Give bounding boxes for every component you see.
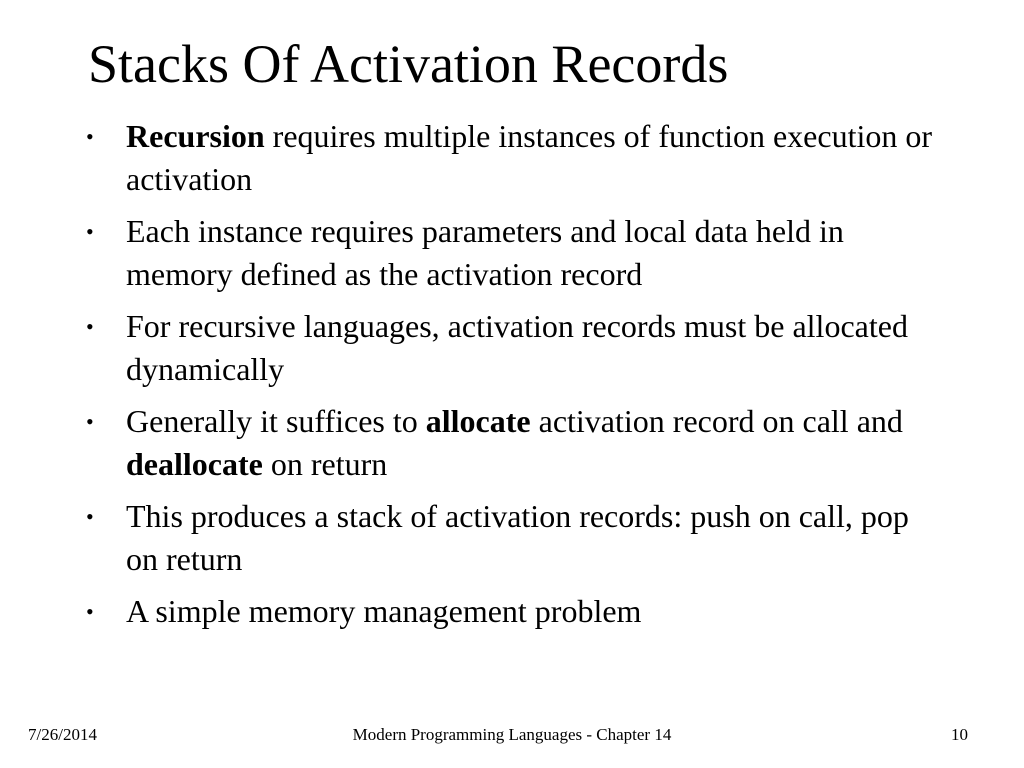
- bullet-list: [82, 115, 942, 642]
- bullet-text-segment: Recursion: [126, 118, 265, 154]
- bullet-icon: •: [86, 409, 94, 434]
- bullet-text-segment: deallocate: [126, 446, 263, 482]
- bullet-icon: •: [86, 124, 94, 149]
- bullet-text-segment: This produces a stack of activation records: push on call, pop on return: [126, 498, 909, 577]
- bullet-text: [126, 308, 908, 387]
- bullet-text-segment: on return: [262, 446, 388, 482]
- bullet-icon: •: [86, 599, 94, 624]
- bullet-item: [82, 400, 942, 486]
- bullet-item: [82, 210, 942, 296]
- bullet-icon: •: [86, 219, 94, 244]
- bullet-icon: •: [86, 314, 94, 339]
- bullet-item: [82, 590, 942, 633]
- bullet-item: [82, 305, 942, 391]
- bullet-item: [82, 115, 942, 201]
- bullet-text-segment: activation record on call and: [530, 403, 903, 439]
- bullet-text-segment: A simple memory management problem: [126, 593, 642, 629]
- footer-date: 7/26/2014: [28, 725, 97, 744]
- bullet-icon: •: [86, 504, 94, 529]
- bullet-text: [126, 593, 641, 629]
- bullet-text: [126, 118, 932, 197]
- bullet-text: [126, 498, 909, 577]
- bullet-text-segment: Each instance requires parameters and local data held in memory defined as the activation record: [126, 213, 844, 292]
- bullet-text-segment: For recursive languages, activation records must be allocated dynamically: [126, 308, 908, 387]
- bullet-text: [126, 403, 903, 482]
- bullet-text: [126, 213, 844, 292]
- slide-title: Stacks Of Activation Records: [88, 34, 729, 94]
- page-number: 10: [951, 725, 968, 744]
- bullet-text-segment: Generally it suffices to: [126, 403, 426, 439]
- bullet-text-segment: allocate: [425, 403, 531, 439]
- footer-title: Modern Programming Languages - Chapter 14: [352, 725, 672, 744]
- bullet-item: [82, 495, 942, 581]
- bullet-text-segment: requires multiple instances of function execution or activation: [126, 118, 933, 197]
